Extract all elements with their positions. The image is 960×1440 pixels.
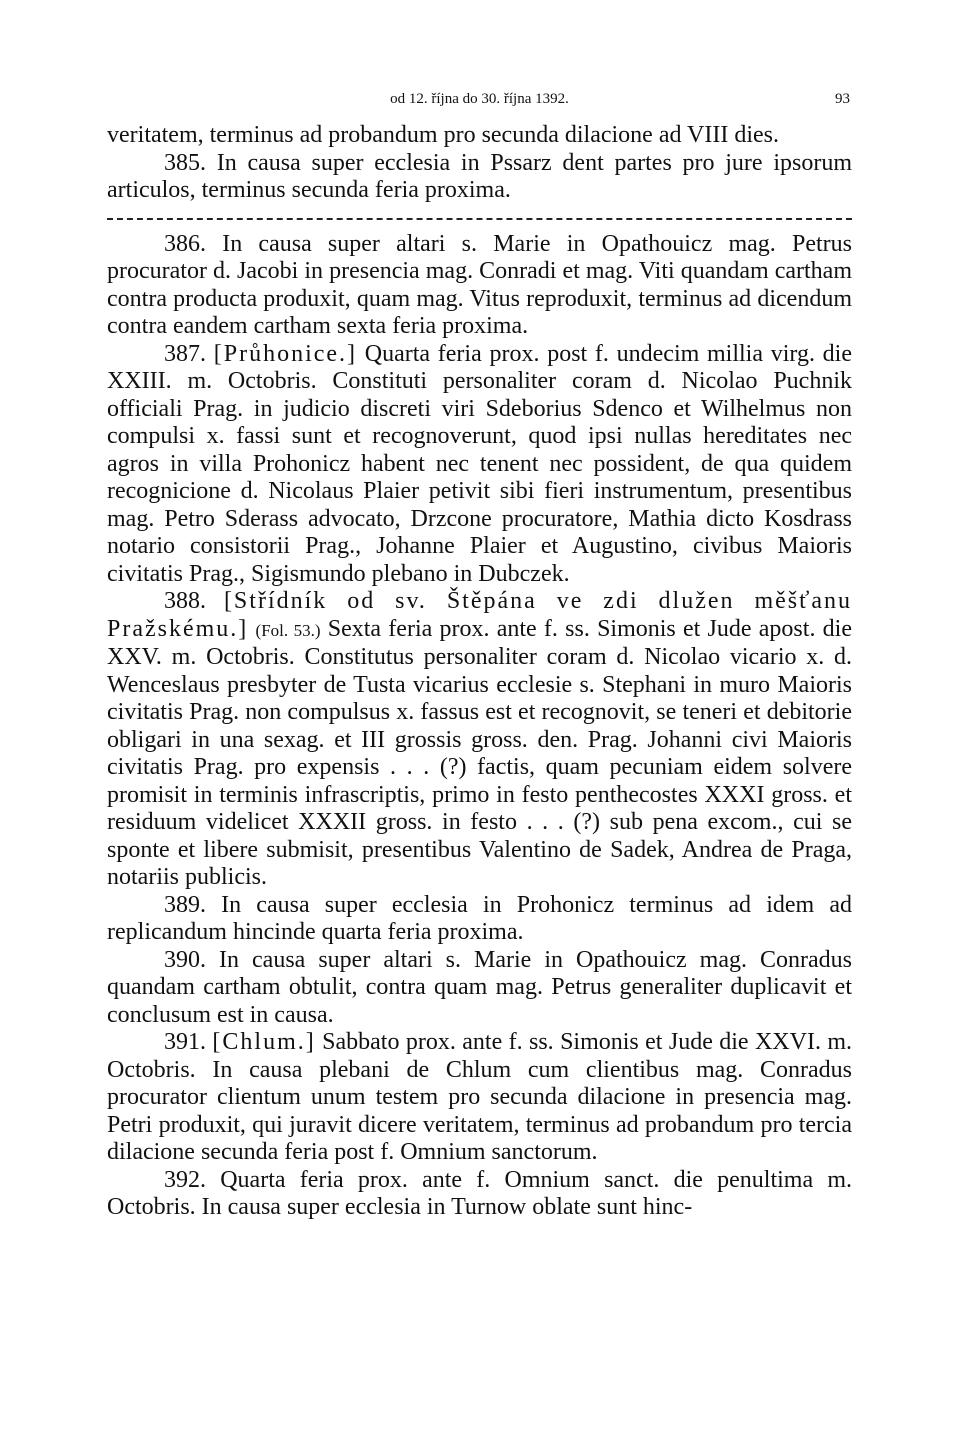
entry-heading: [Střídník od sv. Štěpána ve zdi dlužen měšťanu Pražskému.] [107,588,853,642]
entry-392: 392. Quarta feria prox. ante f. Omnium sanct. die penultima m. Octobris. In causa super ecclesia in Turnow oblate sunt hinc- [107,1166,852,1220]
document-page [107,88,852,1222]
entry-389: 389. In causa super ecclesia in Prohonicz terminus ad idem ad replicandum hincinde quarta feria proxima. [107,891,852,945]
entry-number: 388. [164,588,206,614]
entry-386: 386. In causa super altari s. Marie in Opathouicz mag. Petrus procurator d. Jacobi in presencia mag. Conradi et mag. Viti quandam cartham contra producta produxit, quam mag. Vitus reproduxit, terminus ad dicendum contra eandem cartham sexta feria proxima. [107,230,852,339]
entry-388 [107,588,852,892]
running-title: od 12. října do 30. října 1392. [390,91,569,107]
entry-391 [107,1029,852,1167]
entry-number: 391. [164,1029,206,1055]
folio-reference: (Fol. 53.) [255,620,321,640]
entry-387 [107,341,852,589]
entry-text: Sexta feria prox. ante f. ss. Simonis et Jude apost. die XXV. m. Octobris. Constitutus personaliter coram d. Nicolao vicario x. d. Wenceslaus presbyter de Tusta vicarius ecclesie s. Stephani in muro Maioris civitatis Prag. non compulsus x. fassus est et recognovit, se teneri et debitorie obligari in una sexag. et III grossis gross. den. Prag. Johanni civi Maioris civitatis Prag. pro expensis . . . (?) factis, quam pecuniam eidem solvere promisit in terminis infrascriptis, primo in festo penthecostes XXXI gross. et residuum videlicet XXXII gross. in festo . . . (?) sub pena excom., cui se sponte et libere submisit, presentibus Valentino de Sadek, Andrea de Praga, notariis publicis. [107,615,852,890]
entry-heading: [Průhonice.] [213,340,358,367]
entry-heading: [Chlum.] [212,1029,316,1055]
paragraph-continuation: veritatem, terminus ad probandum pro secunda dilacione ad VIII dies. [107,122,780,148]
entry-text: Quarta feria prox. post f. undecim millia virg. die XXIII. m. Octobris. Constituti personaliter coram d. Nicolao Puchnik officiali Prag. in judicio discreti viri Sdeborius Sdenco et Wilhelmus non compulsi x. fassi sunt et recognoverunt, quod ipsi nullas hereditates nec agros in villa Prohonicz habent nec tenent nec possident, de qua quidem recognicione d. Nicolaus Plaier petivit sibi fieri instrumentum, presentibus mag. Petro Sderass advocato, Drzcone procuratore, Mathia dicto Kosdrass notario consistorii Prag., Johanne Plaier et Augustino, civibus Maioris civitatis Prag., Sigismundo plebano in Dubczek. [107,340,853,587]
entry-390: 390. In causa super altari s. Marie in Opathouicz mag. Conradus quandam cartham obtulit, contra quam mag. Petrus generaliter duplicavit et conclusum est in causa. [107,946,852,1028]
body-text [107,122,852,1222]
running-header [107,88,852,122]
page-number: 93 [835,91,850,107]
section-divider [107,205,852,231]
entry-number: 387. [164,340,206,367]
entry-text: Sabbato prox. ante f. ss. Simonis et Jude die XXVI. m. Octobris. In causa plebani de Chlum cum clientibus mag. Conradus procurator clientum unum testem pro secunda dilacione in presencia mag. Petri produxit, qui juravit dicere veritatem, terminus ad probandum pro tercia dilacione secunda feria post f. Omnium sanctorum. [107,1029,853,1165]
entry-385: 385. In causa super ecclesia in Pssarz dent partes pro jure ipsorum articulos, terminus secunda feria proxima. [107,149,852,203]
